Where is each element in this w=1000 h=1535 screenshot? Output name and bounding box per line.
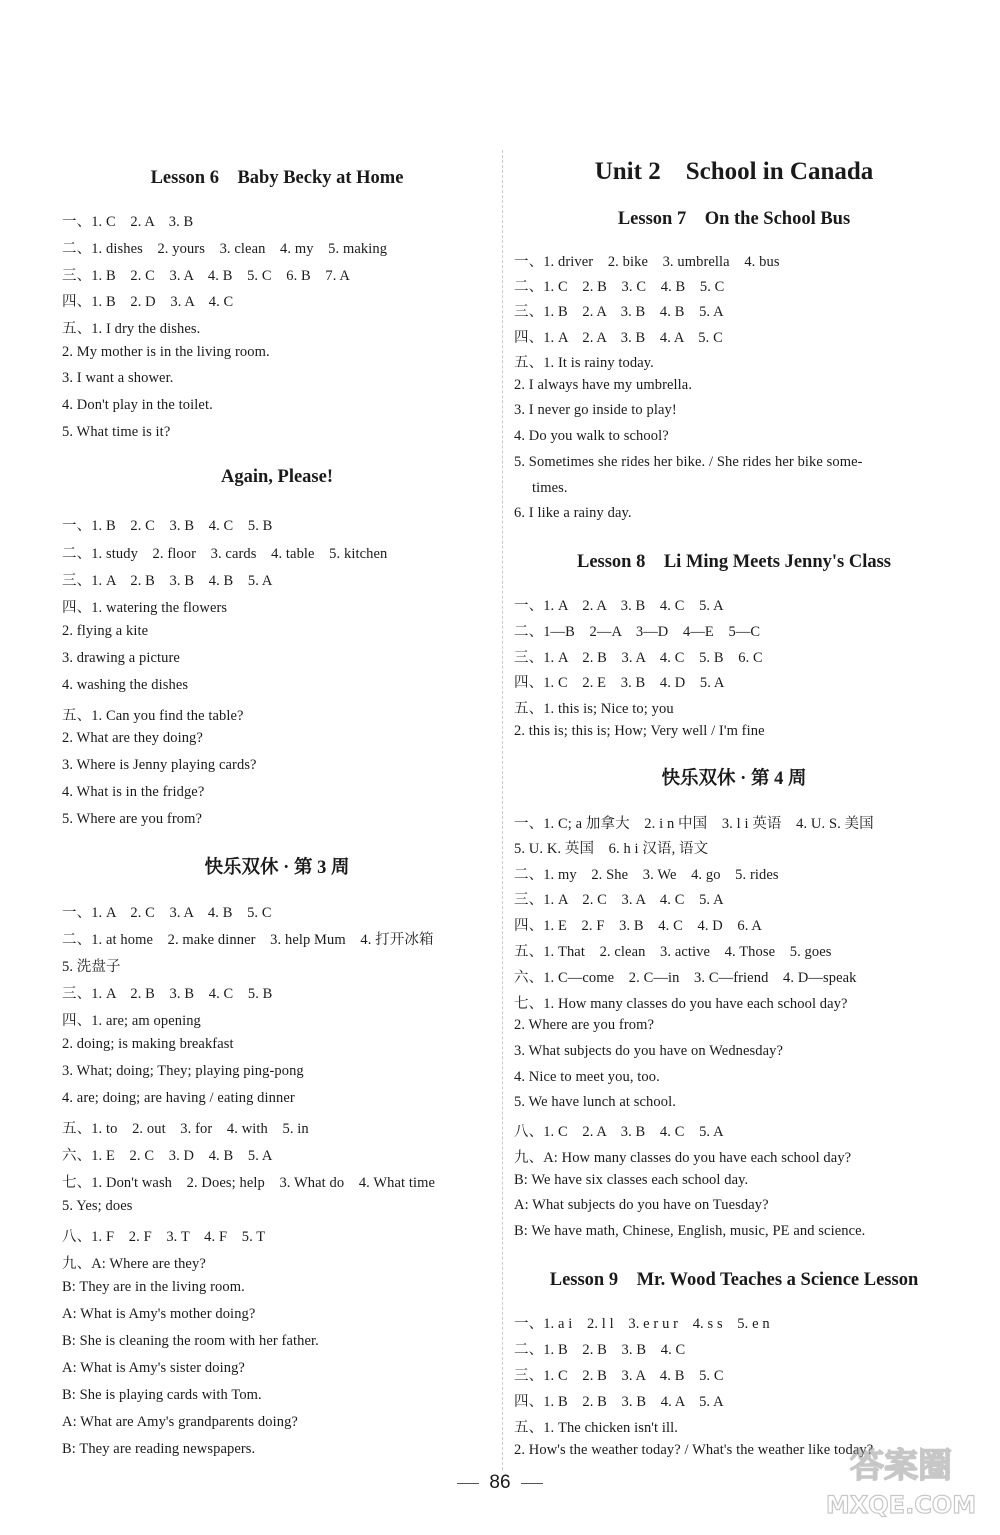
answer-line: 一、1. a i 2. l l 3. e r u r 4. s s 5. e n xyxy=(514,1316,770,1332)
column-divider xyxy=(502,150,503,1470)
answer-line: B: They are in the living room. xyxy=(62,1279,245,1295)
answer-line: 4. washing the dishes xyxy=(62,677,189,693)
unit-title: Unit 2 School in Canada xyxy=(594,158,874,185)
answer-line: 3. Where is Jenny playing cards? xyxy=(62,757,257,773)
answer-line: 二、1—B 2—A 3—D 4—E 5—C xyxy=(514,624,761,640)
answer-line: 五、1. That 2. clean 3. active 4. Those 5. goes xyxy=(514,944,832,960)
answer-line: B: They are reading newspapers. xyxy=(62,1441,256,1457)
section-heading: Lesson 7 On the School Bus xyxy=(617,209,851,229)
answer-line: B: She is playing cards with Tom. xyxy=(62,1387,262,1403)
answer-line: 五、1. to 2. out 3. for 4. with 5. in xyxy=(62,1121,309,1137)
answer-line: 三、1. A 2. B 3. B 4. C 5. B xyxy=(62,986,273,1002)
answer-line: 三、1. A 2. B 3. B 4. B 5. A xyxy=(62,573,273,589)
answer-line: B: We have six classes each school day. xyxy=(514,1172,749,1188)
page-number: 86 xyxy=(489,1472,511,1493)
answer-line: 3. drawing a picture xyxy=(62,650,180,666)
answer-line: 4. are; doing; are having / eating dinner xyxy=(62,1090,295,1106)
answer-line: 四、1. C 2. E 3. B 4. D 5. A xyxy=(514,675,725,691)
footer-dash-right xyxy=(521,1483,543,1484)
answer-line: 2. flying a kite xyxy=(62,623,149,639)
answer-line: 4. Nice to meet you, too. xyxy=(514,1069,660,1085)
answer-line: 一、1. C; a 加拿大 2. i n 中国 3. l i 英语 4. U. S. 美国 xyxy=(514,816,874,832)
answer-line: 5. We have lunch at school. xyxy=(514,1094,676,1110)
answer-line: 5. Sometimes she rides her bike. / She rides her bike some- xyxy=(514,454,863,470)
answer-line: 2. I always have my umbrella. xyxy=(514,377,693,393)
answer-line: 一、1. B 2. C 3. B 4. C 5. B xyxy=(62,518,273,534)
answer-line: 四、1. watering the flowers xyxy=(62,600,228,616)
answer-line: 5. Yes; does xyxy=(62,1198,133,1214)
answer-line: 4. Don't play in the toilet. xyxy=(62,397,213,413)
answer-line: 三、1. B 2. C 3. A 4. B 5. C 6. B 7. A xyxy=(62,268,350,284)
answer-line: 二、1. at home 2. make dinner 3. help Mum 4. 打开冰箱 xyxy=(62,932,434,948)
answer-line: 6. I like a rainy day. xyxy=(514,505,632,521)
answer-line: 五、1. The chicken isn't ill. xyxy=(514,1420,678,1436)
answer-line: 四、1. are; am opening xyxy=(62,1013,201,1029)
answer-line: 二、1. C 2. B 3. C 4. B 5. C xyxy=(514,279,725,295)
answer-line: 二、1. B 2. B 3. B 4. C xyxy=(514,1342,686,1358)
answer-line: B: She is cleaning the room with her father. xyxy=(62,1333,319,1349)
answer-line: 5. What time is it? xyxy=(62,424,171,440)
answer-line: 3. I want a shower. xyxy=(62,370,174,386)
section-heading: Again, Please! xyxy=(220,467,333,487)
answer-line: 一、1. driver 2. bike 3. umbrella 4. bus xyxy=(514,254,780,270)
answer-line: 八、1. C 2. A 3. B 4. C 5. A xyxy=(514,1124,724,1140)
answer-line: 3. I never go inside to play! xyxy=(514,402,677,418)
answer-line: 四、1. B 2. B 3. B 4. A 5. A xyxy=(514,1394,724,1410)
answer-line: 六、1. C—come 2. C—in 3. C—friend 4. D—speak xyxy=(514,970,857,986)
answer-line: 2. Where are you from? xyxy=(514,1017,655,1033)
answer-line: 七、1. Don't wash 2. Does; help 3. What do 4. What time xyxy=(62,1175,436,1191)
answer-line: 一、1. A 2. C 3. A 4. B 5. C xyxy=(62,905,272,921)
answer-line: A: What subjects do you have on Tuesday? xyxy=(514,1197,769,1213)
watermark-logo xyxy=(816,1435,986,1525)
answer-line: 三、1. A 2. B 3. A 4. C 5. B 6. C xyxy=(514,650,763,666)
answer-line: 5. U. K. 英国 6. h i 汉语, 语文 xyxy=(514,841,709,857)
answer-line: 二、1. my 2. She 3. We 4. go 5. rides xyxy=(514,867,779,883)
answer-line: 2. My mother is in the living room. xyxy=(62,344,270,360)
answer-line: 八、1. F 2. F 3. T 4. F 5. T xyxy=(62,1229,266,1245)
answer-line: 5. 洗盘子 xyxy=(62,959,121,975)
answer-line: 四、1. A 2. A 3. B 4. A 5. C xyxy=(514,330,723,346)
answer-line: 2. How's the weather today? / What's the weather like today? xyxy=(514,1442,874,1458)
answer-line: A: What is Amy's sister doing? xyxy=(62,1360,245,1376)
answer-line: A: What are Amy's grandparents doing? xyxy=(62,1414,298,1430)
answer-line: 三、1. A 2. C 3. A 4. C 5. A xyxy=(514,892,724,908)
answer-line: 4. What is in the fridge? xyxy=(62,784,205,800)
answer-line: 一、1. A 2. A 3. B 4. C 5. A xyxy=(514,598,724,614)
answer-line: 五、1. I dry the dishes. xyxy=(62,321,201,337)
watermark-line2: MXQE.COM xyxy=(825,1491,977,1519)
answer-line: 七、1. How many classes do you have each school day? xyxy=(514,996,848,1012)
answer-line: 五、1. Can you find the table? xyxy=(62,708,244,724)
answer-line: A: What is Amy's mother doing? xyxy=(62,1306,256,1322)
answer-line: 4. Do you walk to school? xyxy=(514,428,669,444)
section-heading: 快乐双休 · 第 3 周 xyxy=(204,858,350,878)
answer-line: 2. this is; this is; How; Very well / I'm fine xyxy=(514,723,765,739)
answer-line: times. xyxy=(532,480,568,496)
answer-line: 六、1. E 2. C 3. D 4. B 5. A xyxy=(62,1148,273,1164)
answer-line: 5. Where are you from? xyxy=(62,811,203,827)
section-heading: Lesson 6 Baby Becky at Home xyxy=(150,168,404,188)
section-heading: 快乐双休 · 第 4 周 xyxy=(661,769,807,789)
section-heading: Lesson 9 Mr. Wood Teaches a Science Lesson xyxy=(549,1270,919,1290)
answer-line: 三、1. B 2. A 3. B 4. B 5. A xyxy=(514,304,724,320)
answer-line: 三、1. C 2. B 3. A 4. B 5. C xyxy=(514,1368,724,1384)
answer-line: 九、A: Where are they? xyxy=(62,1256,206,1272)
answer-line: 四、1. E 2. F 3. B 4. C 4. D 6. A xyxy=(514,918,763,934)
answer-line: B: We have math, Chinese, English, music, PE and science. xyxy=(514,1223,866,1239)
answer-line: 一、1. C 2. A 3. B xyxy=(62,214,194,230)
answer-line: 2. doing; is making breakfast xyxy=(62,1036,234,1052)
answer-line: 五、1. It is rainy today. xyxy=(514,355,654,371)
answer-line: 3. What subjects do you have on Wednesday? xyxy=(514,1043,784,1059)
answer-line: 二、1. study 2. floor 3. cards 4. table 5. kitchen xyxy=(62,546,388,562)
answer-line: 2. What are they doing? xyxy=(62,730,203,746)
watermark-line1: 答案圈 xyxy=(850,1446,952,1486)
answer-line: 九、A: How many classes do you have each school day? xyxy=(514,1150,852,1166)
answer-line: 二、1. dishes 2. yours 3. clean 4. my 5. making xyxy=(62,241,388,257)
answer-line: 五、1. this is; Nice to; you xyxy=(514,701,674,717)
footer-dash-left xyxy=(457,1483,479,1484)
answer-line: 四、1. B 2. D 3. A 4. C xyxy=(62,294,234,310)
answer-line: 3. What; doing; They; playing ping-pong xyxy=(62,1063,304,1079)
section-heading: Lesson 8 Li Ming Meets Jenny's Class xyxy=(576,552,891,572)
